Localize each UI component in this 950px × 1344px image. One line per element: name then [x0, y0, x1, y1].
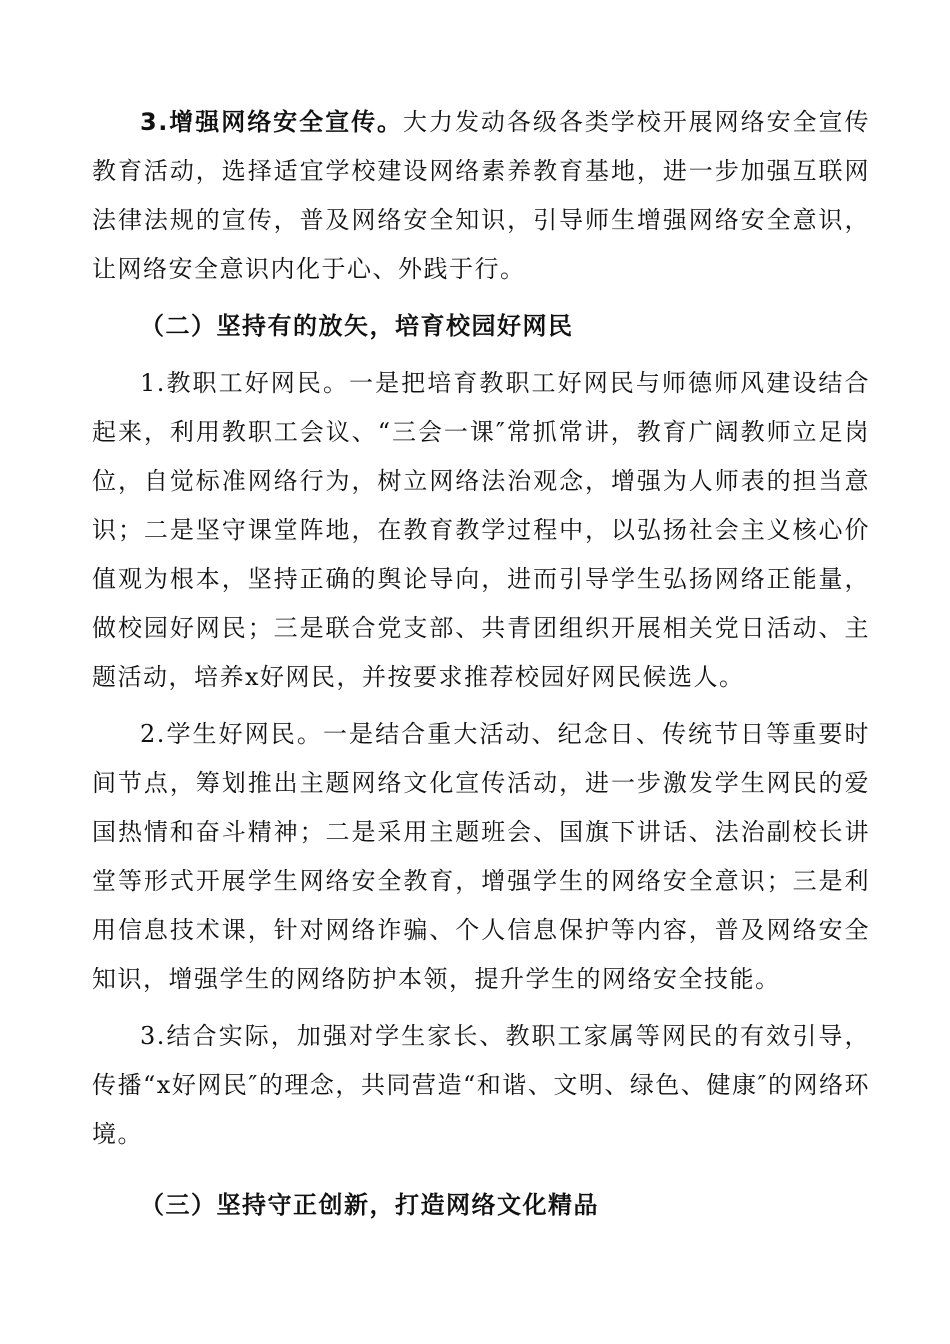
spacer — [92, 1159, 870, 1181]
spacer — [92, 294, 870, 302]
paragraph-network-security-publicity — [92, 98, 870, 294]
paragraph-family-guidance: 3.结合实际，加强对学生家长、教职工家属等网民的有效引导，传播“x好网民″的理念，共同营造“和谐、文明、绿色、健康″的网络环境。 — [92, 1022, 870, 1148]
spacer — [92, 1004, 870, 1012]
paragraph-student-netizens: 2.学生好网民。一是结合重大活动、纪念日、传统节日等重要时间节点，筹划推出主题网络文化宣传活动，进一步激发学生网民的爱国热情和奋斗精神；二是采用主题班会、国旗下讲话、法治副校长讲堂等形式开展学生网络安全教育，增强学生的网络安全意识；三是利用信息技术课，针对网络诈骗、个人信息保护等内容，普及网络安全知识，增强学生的网络防护本领，提升学生的网络安全技能。 — [92, 720, 870, 993]
paragraph-text: 大力发动各级各类学校开展网络安全宣传教育活动，选择适宜学校建设网络素养教育基地，进一步加强互联网法律法规的宣传，普及网络安全知识，引导师生增强网络安全意识，让网络安全意识内化于心、外践于行。 — [92, 108, 870, 283]
spacer — [92, 351, 870, 359]
document-body — [92, 98, 870, 1230]
section-heading-2: （二）坚持有的放矢，培育校园好网民 — [140, 312, 574, 340]
paragraph-staff-netizens: 1.教职工好网民。一是把培育教职工好网民与师德师风建设结合起来，利用教职工会议、“三会一课″常抓常讲，教育广阔教师立足岗位，自觉标准网络行为，树立网络法治观念，增强为人师表的担当意识；二是坚守课堂阵地，在教育教学过程中，以弘扬社会主义核心价值观为根本，坚持正确的舆论导向，进而引导学生弘扬网络正能量，做校园好网民；三是联合党支部、共青团组织开展相关党日活动、主题活动，培养x好网民，并按要求推荐校园好网民候选人。 — [92, 369, 870, 691]
paragraph-lead: 3.增强网络安全宣传。 — [140, 108, 404, 136]
section-heading-3: （三）坚持守正创新，打造网络文化精品 — [140, 1191, 599, 1219]
spacer — [92, 702, 870, 710]
